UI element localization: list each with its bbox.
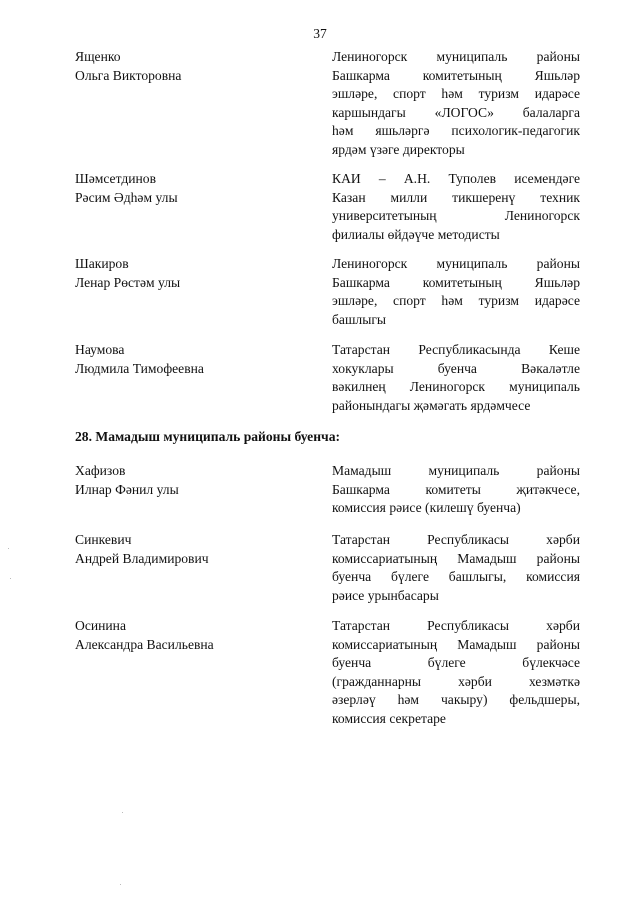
position-line: Башкарма комитеты җитәкчесе, [332, 481, 580, 497]
member-given-names: Людмила Тимофеевна [75, 360, 204, 376]
member-surname: Шәмсетдинов [75, 171, 157, 186]
member-name [75, 531, 315, 568]
member-given-names: Андрей Владимирович [75, 550, 209, 566]
position-line: Татарстан Республикасында Кеше [332, 342, 580, 357]
position-line: ярдәм үзәге директоры [332, 141, 465, 157]
position-line: Башкарма комитетының Яшьләр [332, 274, 580, 290]
position-line: вәкилнең Лениногорск муниципаль [332, 379, 580, 394]
position-line: Лениногорск муниципаль районы [332, 49, 580, 64]
member-given-names: Ленар Рөстәм улы [75, 274, 181, 290]
position-line: филиалы өйдәүче методисты [332, 226, 500, 242]
position-line: районындагы җәмәгать ярдәмчесе [332, 397, 531, 413]
member-name [75, 341, 315, 378]
position-line: рәисе урынбасары [332, 587, 439, 603]
scan-speck [120, 884, 121, 885]
position-line: (гражданнарны хәрби хезмәткә [332, 673, 580, 689]
member-position [332, 341, 580, 415]
position-line: эшләре, спорт һәм туризм идарәсе [332, 293, 580, 308]
scan-speck [122, 812, 123, 813]
member-name [75, 170, 315, 207]
position-line: буенча бүлеге башлыгы, комиссия [332, 569, 580, 584]
position-line: университетының Лениногорск [332, 208, 580, 223]
position-line: Башкарма комитетының Яшьләр [332, 67, 580, 83]
page-number: 37 [313, 26, 327, 41]
member-name [75, 462, 315, 499]
position-line: башлыгы [332, 311, 387, 327]
position-line: Мамадыш муниципаль районы [332, 463, 580, 478]
member-given-names: Александра Васильевна [75, 636, 214, 652]
member-position [332, 48, 580, 159]
member-surname: Наумова [75, 342, 125, 357]
position-line: буенча бүлеге бүлекчәсе [332, 655, 580, 670]
position-line: әзерләү һәм чакыру) фельдшеры, [332, 692, 580, 707]
member-position [332, 617, 580, 728]
member-name [75, 48, 315, 85]
member-name [75, 255, 315, 292]
position-line: һәм яшьләргә психологик-педагогик [332, 123, 580, 138]
member-surname: Ященко [75, 49, 121, 64]
position-line: Татарстан Республикасы хәрби [332, 532, 580, 547]
member-surname: Шакиров [75, 256, 129, 271]
member-surname: Синкевич [75, 532, 132, 547]
position-line: комиссия рәисе (килешү буенча) [332, 500, 521, 515]
member-surname: Осинина [75, 618, 126, 633]
member-name [75, 617, 315, 654]
position-line: Казан милли тикшеренү техник [332, 189, 580, 205]
scan-speck [8, 548, 9, 549]
position-line: Татарстан Республикасы хәрби [332, 618, 580, 633]
section-heading: 28. Мамадыш муниципаль районы буенча: [75, 429, 341, 444]
member-position [332, 531, 580, 605]
position-line: комиссариатының Мамадыш районы [332, 636, 580, 652]
member-surname: Хафизов [75, 463, 126, 478]
member-position [332, 462, 580, 518]
position-line: каршындагы «ЛОГОС» балаларга [332, 104, 580, 120]
member-given-names: Ольга Викторовна [75, 67, 182, 83]
member-position [332, 255, 580, 329]
scan-speck [10, 578, 11, 579]
position-line: Лениногорск муниципаль районы [332, 256, 580, 271]
position-line: КАИ – А.Н. Туполев исемендәге [332, 171, 580, 186]
position-line: хокуклары буенча Вәкаләтле [332, 360, 580, 376]
position-line: комиссариатының Мамадыш районы [332, 550, 580, 566]
position-line: эшләре, спорт һәм туризм идарәсе [332, 86, 580, 101]
member-given-names: Илнар Фәнил улы [75, 481, 179, 497]
member-position [332, 170, 580, 244]
member-given-names: Рәсим Әдһәм улы [75, 189, 178, 205]
position-line: комиссия секретаре [332, 710, 446, 726]
